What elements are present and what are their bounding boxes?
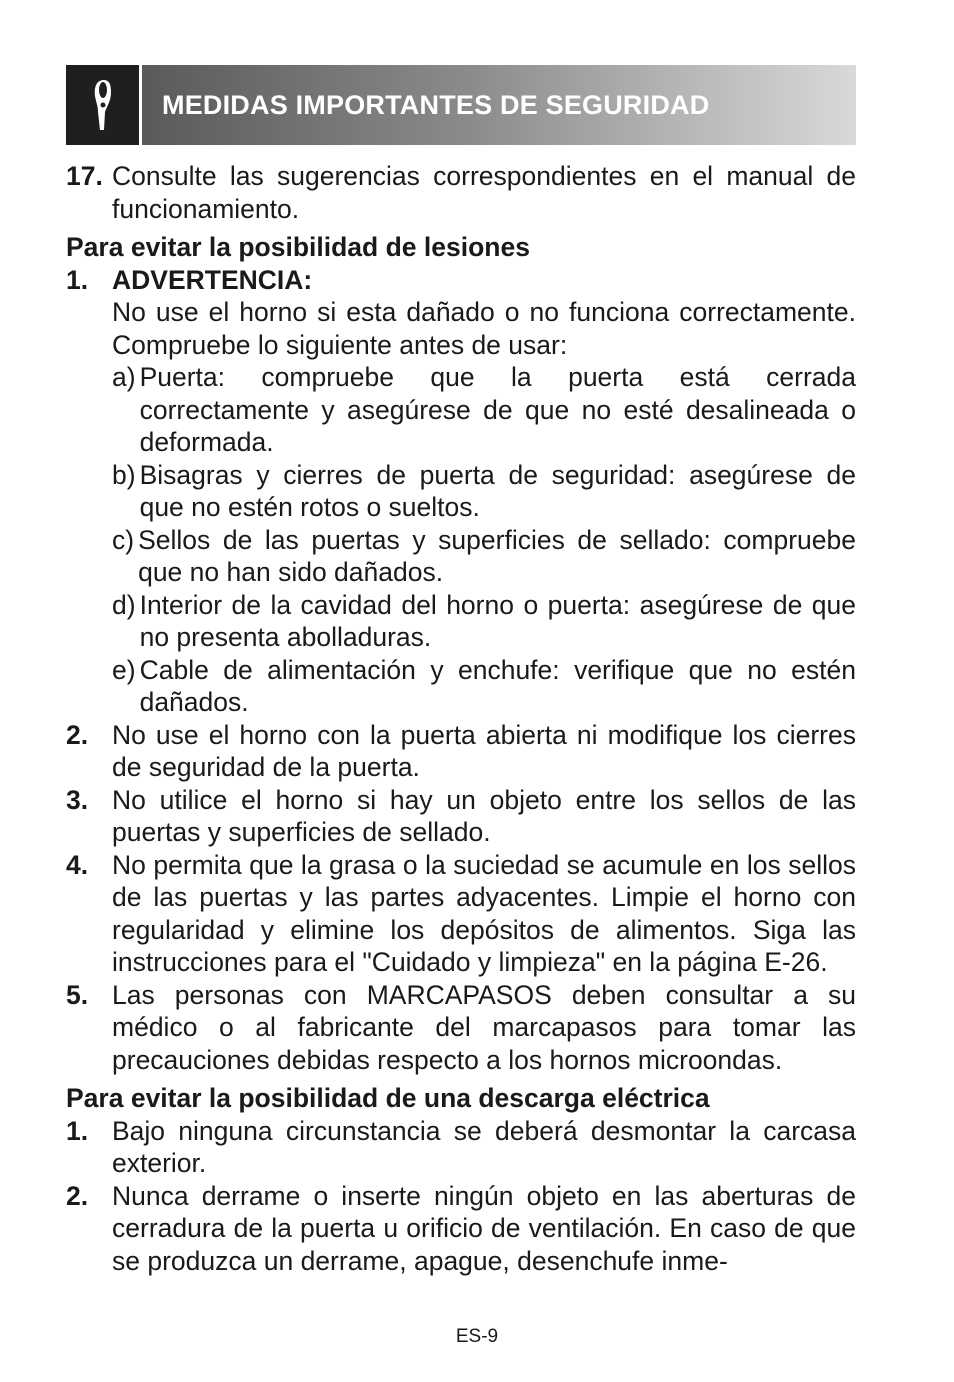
item-number: 3. xyxy=(66,784,89,815)
list-item-17 xyxy=(66,160,856,225)
sub-item-letter: c) xyxy=(112,524,135,555)
list-item xyxy=(66,784,856,849)
sub-item-d xyxy=(112,589,856,654)
item-number: 17. xyxy=(66,161,103,191)
sub-item-text: Sellos de las puertas y superficies de sellado: compruebe que no han sido dañados. xyxy=(138,524,856,587)
section-heading-injury: Para evitar la posibilidad de lesiones xyxy=(66,232,530,262)
item-text: Consulte las sugerencias correspondientes en el manual de funcionamiento. xyxy=(112,161,856,224)
list-item xyxy=(66,1180,856,1278)
item-text: Las personas con MARCAPASOS deben consultar a su médico o al fabricante del marcapasos para tomar las precauciones debidas respecto a los hornos microondas. xyxy=(112,979,856,1075)
sub-item-text: Bisagras y cierres de puerta de seguridad: asegúrese de que no estén rotos o sueltos. xyxy=(139,459,856,522)
item-text: Nunca derrame o inserte ningún objeto en las aberturas de cerradura de la puerta u orificio de ventilación. En caso de que se produzca un derrame, apague, desenchufe inme- xyxy=(112,1180,856,1276)
sub-item-e xyxy=(112,654,856,719)
sub-item-a xyxy=(112,361,856,459)
warning-icon-box xyxy=(66,65,142,145)
item-number: 2. xyxy=(66,1180,89,1211)
list-item xyxy=(66,1115,856,1180)
sub-item-text: Interior de la cavidad del horno o puerta: asegúrese de que no presenta abolladuras. xyxy=(139,589,856,652)
list-item xyxy=(66,719,856,784)
section-heading-shock: Para evitar la posibilidad de una descarga eléctrica xyxy=(66,1083,710,1113)
item-text: No use el horno si esta dañado o no funciona correctamente. Compruebe lo siguiente antes de usar: xyxy=(112,297,856,360)
list-item xyxy=(66,264,856,362)
sub-item-text: Puerta: compruebe que la puerta está cerrada correctamente y asegúrese de que no esté desalineada o deformada. xyxy=(139,362,856,457)
item-number: 5. xyxy=(66,979,89,1010)
sub-item-c xyxy=(112,524,856,589)
item-number: 1. xyxy=(66,264,89,295)
sub-item-letter: b) xyxy=(112,459,136,490)
document-body xyxy=(66,160,856,1277)
sub-item-letter: a) xyxy=(112,362,136,392)
item-text: No use el horno con la puerta abierta ni modifique los cierres de seguridad de la puerta. xyxy=(112,719,856,782)
item-number: 4. xyxy=(66,849,89,880)
sub-item-b xyxy=(112,459,856,524)
header-bar xyxy=(142,65,856,145)
page-number: ES-9 xyxy=(455,1326,499,1347)
warning-label: ADVERTENCIA: xyxy=(112,264,313,295)
section-header xyxy=(66,65,856,145)
item-number: 2. xyxy=(66,719,89,750)
list-item xyxy=(66,979,856,1077)
sub-item-text: Cable de alimentación y enchufe: verifique que no estén dañados. xyxy=(139,654,856,717)
item-text: Bajo ninguna circunstancia se deberá desmontar la carcasa exterior. xyxy=(112,1115,856,1178)
item-text: No utilice el horno si hay un objeto entre los sellos de las puertas y superficies de sellado. xyxy=(112,784,856,847)
exclamation-hand-icon xyxy=(86,76,120,134)
item-text: No permita que la grasa o la suciedad se acumule en los sellos de las puertas y las partes adyacentes. Limpie el horno con regularidad y elimine los depósitos de alimentos. Siga las instrucciones para el "Cuidado y limpieza" en la página E-26. xyxy=(112,849,856,977)
page-title: MEDIDAS IMPORTANTES DE SEGURIDAD xyxy=(162,89,710,120)
sub-item-letter: d) xyxy=(112,589,136,620)
sub-item-letter: e) xyxy=(112,654,136,685)
item-number: 1. xyxy=(66,1115,89,1146)
list-item xyxy=(66,849,856,979)
